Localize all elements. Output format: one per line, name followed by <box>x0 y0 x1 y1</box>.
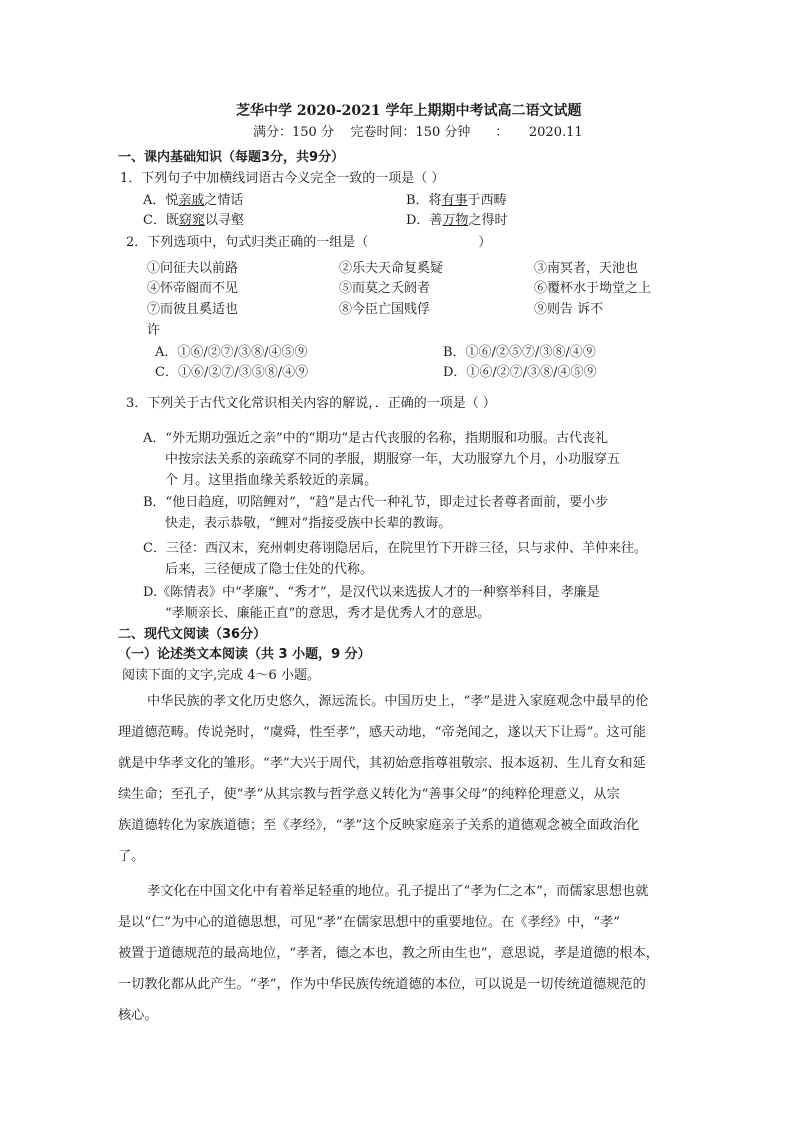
q3-option-d-line1: D.《陈情表》中“孝廉”、“秀才”，是汉代以来选拔人才的一种察举科目，孝廉是 <box>143 585 600 600</box>
q2-item-5: ⑤而莫之夭阏者 <box>339 281 431 296</box>
q2-item-3: ③南冥者，天池也 <box>534 261 639 276</box>
q1-option-a-underlined: 亲戚 <box>178 193 205 208</box>
q2-stem-end: ） <box>478 235 492 250</box>
q2-item-9: ⑨则告 诉不 <box>534 302 604 317</box>
q1-option-b-underlined: 有事 <box>441 193 468 208</box>
q1-option-d-post: 之得时 <box>468 213 508 228</box>
q2-item-7: ⑦而彼且奚适也 <box>147 302 239 317</box>
para1-line2: 理道德范畴。传说尧时，“虞舜，性至孝”，感天动地，“帝尧闻之，遂以天下让焉”。这可能 <box>118 725 647 740</box>
q1-option-d-underlined: 万物 <box>442 213 469 228</box>
q3-option-d-line2: “孝顺亲长、廉能正直”的意思，秀才是优秀人才的意思。 <box>165 606 491 621</box>
para1-line4: 续生命；至孔子，使“孝”从其宗教与哲学意义转化为“善事父母”的纯粹伦理意义，从宗 <box>118 787 620 802</box>
para2-line1: 孝文化在中国文化中有着举足轻重的地位。孔子提出了“孝为仁之本”，而儒家思想也就 <box>147 884 649 899</box>
section2-heading: 二、现代文阅读（36分） <box>118 627 267 642</box>
q1-option-b-post: 于西畴 <box>467 193 507 208</box>
q3-option-b-line1: B．“他日趋庭，叨陪鲤对”，“趋”是古代一种礼节，即走过长者尊者面前，要小步 <box>143 495 609 510</box>
q2-item-4: ④怀帝阍而不见 <box>147 281 239 296</box>
q2-item-wrap: 许 <box>147 323 161 338</box>
q3-option-a-line3: 个 月。这里指血缘关系较近的亲属。 <box>165 473 378 488</box>
q1-option-c-post: 以寻壑 <box>204 213 244 228</box>
q3-stem: 3．下列关于古代文化常识相关内容的解说，．正确的一项是（ ） <box>126 396 496 411</box>
q1-option-c-pre: C．既 <box>143 213 179 228</box>
para1-line6: 了。 <box>118 849 145 864</box>
q1-option-c <box>143 209 244 228</box>
q2-option-c: C．①⑥/②⑦/③⑤⑧/④⑨ <box>155 365 309 380</box>
para2-line4: 一切教化都从此产生。“孝”，作为中华民族传统道德的本位，可以说是一切传统道德规范的 <box>118 977 646 992</box>
reading-instruction: 阅读下面的文字,完成 4～6 小题。 <box>122 668 320 683</box>
exam-meta: 满分：150 分 完卷时间：150 分钟 ： 2020.11 <box>253 125 583 140</box>
q3-option-b-line2: 快走，表示恭敬，“鲤对”指接受族中长辈的教诲。 <box>165 516 452 531</box>
q2-stem-text: 2．下列选项中，句式归类正确的一组是（ <box>126 235 369 250</box>
exam-title: 芝华中学 2020-2021 学年上期期中考试高二语文试题 <box>236 103 582 119</box>
section1-heading: 一、课内基础知识（每题3分，共9分） <box>118 150 345 165</box>
para2-line5: 核心。 <box>118 1008 158 1023</box>
q3-option-a-line1: A．“外无期功强近之亲”中的“期功”是古代丧服的名称，指期服和功服。古代丧礼 <box>143 431 608 446</box>
q2-item-1: ①问征夫以前路 <box>147 261 239 276</box>
q3-option-c-line1: C．三径：西汉末，兖州刺史蒋诩隐居后，在院里竹下开辟三径，只与求仲、羊仲来往。 <box>143 541 647 556</box>
q1-option-a-pre: A．悦 <box>143 193 179 208</box>
q1-option-c-underlined: 窈窕 <box>178 213 205 228</box>
q1-stem: 1．下列句子中加横线词语古今义完全一致的一项是（ ） <box>120 171 445 186</box>
q2-option-b: B．①⑥/②⑤⑦/③⑧/④⑨ <box>443 345 596 360</box>
q2-item-2: ②乐夫天命复奚疑 <box>339 261 444 276</box>
q2-option-d: D．①⑥/②⑦/③⑧/④⑤⑨ <box>443 365 597 380</box>
q1-option-a-post: 之情话 <box>204 193 244 208</box>
q2-item-6: ⑥覆杯水于坳堂之上 <box>534 281 652 296</box>
para1-line1: 中华民族的孝文化历史悠久，源远流长。中国历史上，“孝”是进入家庭观念中最早的伦 <box>147 694 649 709</box>
para1-line5: 族道德转化为家族道德；至《孝经》，“孝”这个反映家庭亲子关系的道德观念被全面政治化 <box>118 818 640 833</box>
para2-line2: 是以“仁”为中心的道德思想，可见“孝”在儒家思想中的重要地位。在《孝经》中，“孝” <box>118 915 621 930</box>
q2-stem <box>126 231 491 250</box>
q2-option-a: A．①⑥/②⑦/③⑧/④⑤⑨ <box>155 345 308 360</box>
q2-item-8: ⑧今臣亡国贱俘 <box>339 302 431 317</box>
q3-option-a-line2: 中按宗法关系的亲疏穿不同的孝服，期服穿一年，大功服穿九个月，小功服穿五 <box>165 452 621 467</box>
q1-option-d-pre: D．善 <box>406 213 443 228</box>
q1-option-d <box>406 209 507 228</box>
section2-sub-heading: （一）论述类文本阅读（共 3 小题，9 分） <box>118 647 371 662</box>
para2-line3: 被置于道德规范的最高地位，“孝者，德之本也，教之所由生也”，意思说，孝是道德的根本， <box>118 946 659 961</box>
q1-option-a <box>143 189 243 208</box>
q1-option-b-pre: B．将 <box>406 193 442 208</box>
para1-line3: 就是中华孝文化的雏形。“孝”大兴于周代，其初始意指尊祖敬宗、报本返初、生儿育女和延 <box>118 756 646 771</box>
q1-option-b <box>406 189 507 208</box>
q3-option-c-line2: 后来，三径便成了隐士住处的代称。 <box>165 562 374 577</box>
